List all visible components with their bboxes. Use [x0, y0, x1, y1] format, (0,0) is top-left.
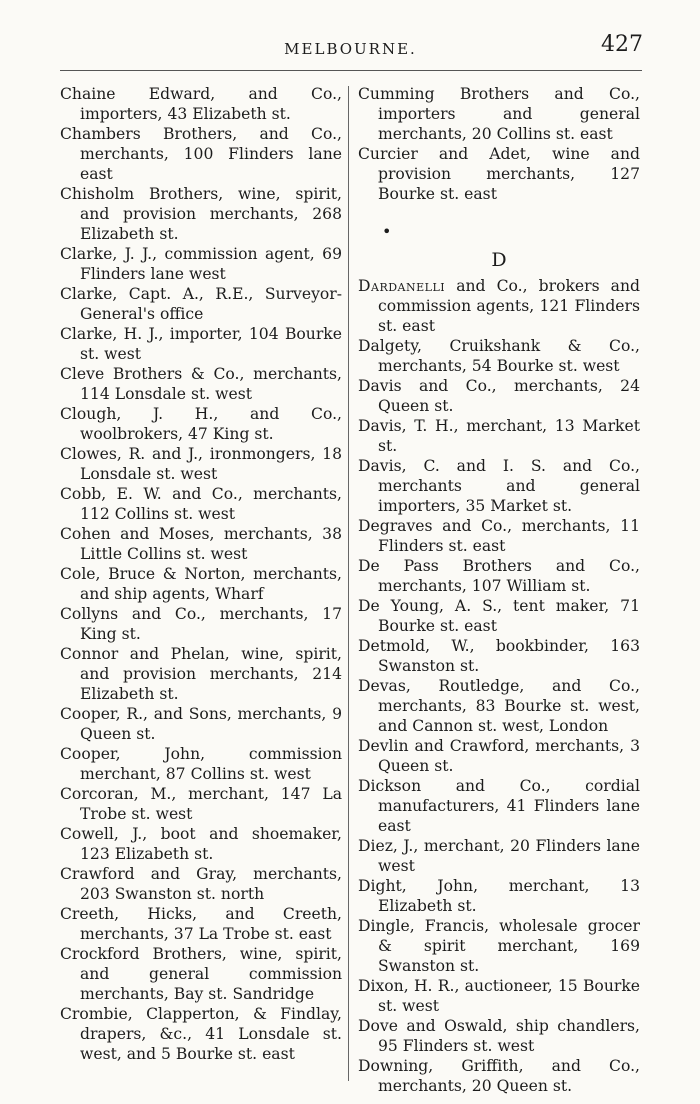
- directory-columns: [60, 84, 644, 1095]
- left-column: [60, 84, 342, 1064]
- directory-entry: Degraves and Co., merchants, 11 Flinders st. east: [358, 517, 640, 555]
- directory-entry: Cobb, E. W. and Co., merchants, 112 Collins st. west: [60, 485, 342, 523]
- stray-mark: •: [382, 222, 392, 241]
- directory-entry: Dixon, H. R., auctioneer, 15 Bourke st. west: [358, 977, 640, 1015]
- directory-entry: Dickson and Co., cordial manufacturers, 41 Flinders lane east: [358, 777, 640, 835]
- directory-entry: Crombie, Clapperton, & Findlay, drapers, &c., 41 Lonsdale st. west, and 5 Bourke st. east: [60, 1005, 342, 1063]
- directory-entry: Creeth, Hicks, and Creeth, merchants, 37 La Trobe st. east: [60, 905, 342, 943]
- section-letter: D: [491, 249, 507, 271]
- directory-entry: Davis and Co., merchants, 24 Queen st.: [358, 377, 640, 415]
- directory-entry: Dalgety, Cruikshank & Co., merchants, 54 Bourke st. west: [358, 337, 640, 375]
- directory-entry: Clarke, H. J., importer, 104 Bourke st. west: [60, 325, 342, 363]
- directory-entry: Dingle, Francis, wholesale grocer & spirit merchant, 169 Swanston st.: [358, 917, 640, 975]
- directory-entry: Dight, John, merchant, 13 Elizabeth st.: [358, 877, 640, 915]
- directory-entry: Cowell, J., boot and shoemaker, 123 Elizabeth st.: [60, 825, 342, 863]
- directory-entry: Chaine Edward, and Co., importers, 43 Elizabeth st.: [60, 85, 342, 123]
- directory-entry: Clarke, J. J., commission agent, 69 Flinders lane west: [60, 245, 342, 283]
- directory-entry: De Young, A. S., tent maker, 71 Bourke st. east: [358, 597, 640, 635]
- right-column: [358, 84, 640, 1096]
- directory-entry: Devas, Routledge, and Co., merchants, 83 Bourke st. west, and Cannon st. west, London: [358, 677, 640, 735]
- entry-rest: and Co., brokers and commission agents, 121 Flinders st. east: [378, 277, 640, 335]
- directory-entry: Curcier and Adet, wine and provision merchants, 127 Bourke st. east: [358, 145, 640, 203]
- directory-entry: Devlin and Crawford, merchants, 3 Queen st.: [358, 737, 640, 775]
- directory-entry: Crockford Brothers, wine, spirit, and general commission merchants, Bay st. Sandridge: [60, 945, 342, 1003]
- directory-entry: Detmold, W., bookbinder, 163 Swanston st.: [358, 637, 640, 675]
- directory-entry: Connor and Phelan, wine, spirit, and provision merchants, 214 Elizabeth st.: [60, 645, 342, 703]
- directory-entry: Cooper, John, commission merchant, 87 Collins st. west: [60, 745, 342, 783]
- page-number: 427: [601, 32, 643, 57]
- directory-entry: Cumming Brothers and Co., importers and general merchants, 20 Collins st. east: [358, 85, 640, 143]
- directory-entry: Clough, J. H., and Co., woolbrokers, 47 King st.: [60, 405, 342, 443]
- directory-entry: Dove and Oswald, ship chandlers, 95 Flinders st. west: [358, 1017, 640, 1055]
- directory-entry: Downing, Griffith, and Co., merchants, 20 Queen st.: [358, 1057, 640, 1095]
- directory-entry: Collyns and Co., merchants, 17 King st.: [60, 605, 342, 643]
- column-divider: [348, 86, 349, 1081]
- page-header: [58, 30, 643, 68]
- header-rule: [60, 70, 642, 71]
- entry-lead-name: Dardanelli: [358, 277, 446, 295]
- directory-entry: [358, 276, 640, 336]
- directory-entry: Crawford and Gray, merchants, 203 Swanston st. north: [60, 865, 342, 903]
- directory-entry: Cooper, R., and Sons, merchants, 9 Queen st.: [60, 705, 342, 743]
- directory-entry: Cole, Bruce & Norton, merchants, and ship agents, Wharf: [60, 565, 342, 603]
- directory-entry: Diez, J., merchant, 20 Flinders lane west: [358, 837, 640, 875]
- directory-entry: Chisholm Brothers, wine, spirit, and provision merchants, 268 Elizabeth st.: [60, 185, 342, 243]
- directory-entry: Chambers Brothers, and Co., merchants, 100 Flinders lane east: [60, 125, 342, 183]
- directory-entry: Clowes, R. and J., ironmongers, 18 Lonsdale st. west: [60, 445, 342, 483]
- directory-entry: Davis, C. and I. S. and Co., merchants and general importers, 35 Market st.: [358, 457, 640, 515]
- directory-entry: Davis, T. H., merchant, 13 Market st.: [358, 417, 640, 455]
- directory-entry: Corcoran, M., merchant, 147 La Trobe st. west: [60, 785, 342, 823]
- directory-entry: Cleve Brothers & Co., merchants, 114 Lonsdale st. west: [60, 365, 342, 403]
- running-head: MELBOURNE.: [284, 40, 417, 58]
- directory-entry: Cohen and Moses, merchants, 38 Little Collins st. west: [60, 525, 342, 563]
- directory-entry: Clarke, Capt. A., R.E., Surveyor-General's office: [60, 285, 342, 323]
- directory-entry: De Pass Brothers and Co., merchants, 107 William st.: [358, 557, 640, 595]
